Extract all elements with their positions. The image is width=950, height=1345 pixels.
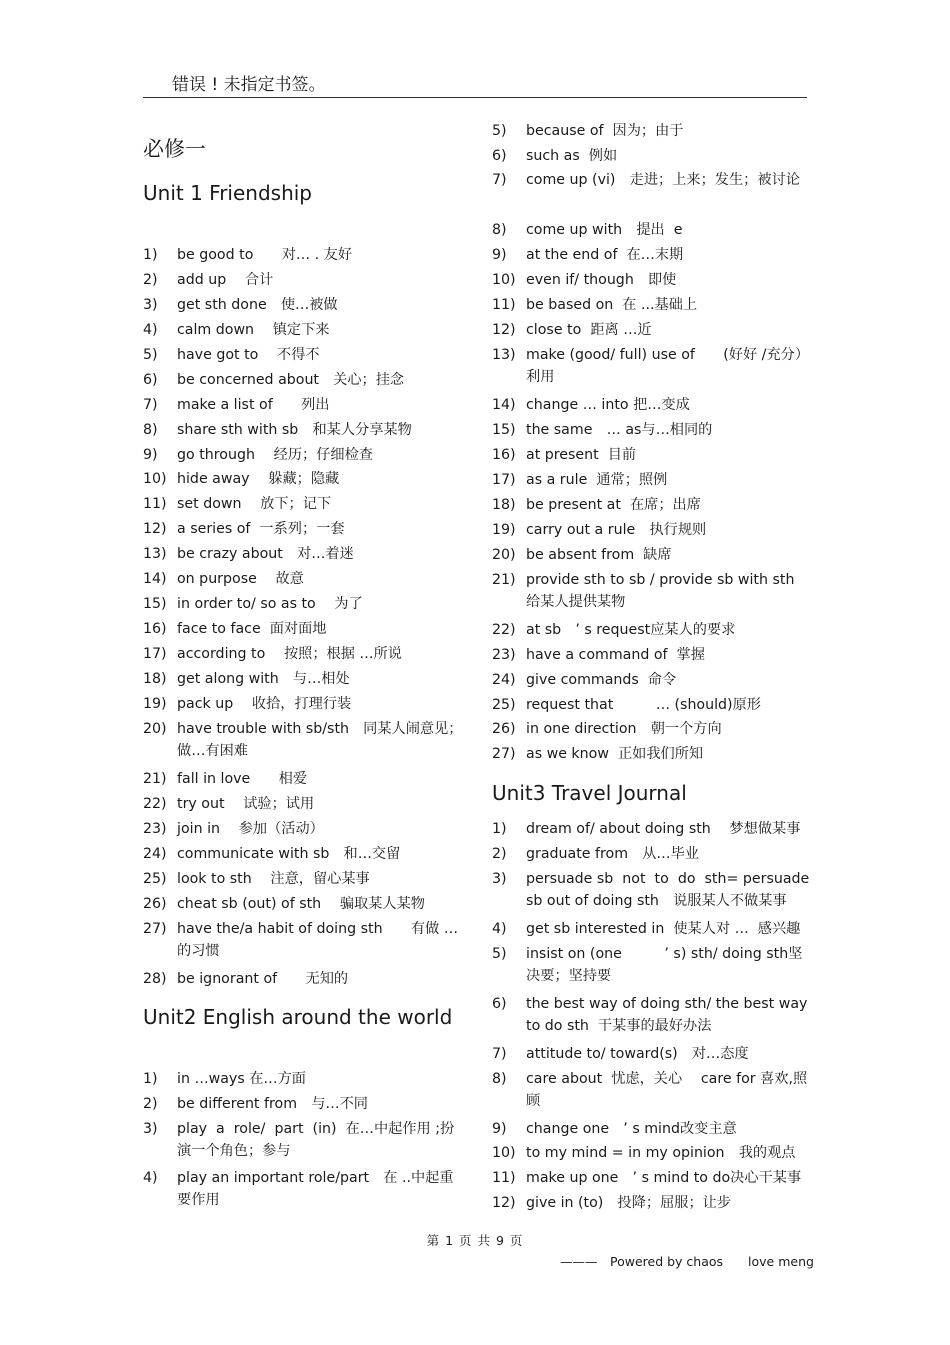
vocab-entry [143, 643, 463, 665]
entry-number: 1) [143, 247, 158, 263]
vocab-entry [143, 319, 463, 341]
entry-number: 26) [143, 896, 167, 912]
entry-text: according to 按照；根据 …所说 [177, 646, 402, 662]
vocab-entry [492, 569, 818, 613]
entry-number: 24) [143, 846, 167, 862]
vocab-entry [492, 419, 812, 441]
vocab-entry [143, 693, 463, 715]
footer-credit: ——— Powered by chaos love meng [560, 1254, 814, 1269]
entry-number: 2) [143, 272, 158, 288]
vocab-entry [492, 1167, 812, 1189]
entry-number: 13) [143, 546, 167, 562]
vocab-entry [492, 394, 812, 416]
entry-text: in order to/ so as to 为了 [177, 596, 363, 612]
vocab-entry [143, 893, 463, 915]
vocab-entry [492, 818, 812, 840]
entry-text: be concerned about 关心；挂念 [177, 372, 405, 388]
entry-number: 10) [143, 471, 167, 487]
entry-text: make (good/ full) use of (好好 /充分）利用 [526, 347, 810, 385]
entry-number: 14) [143, 571, 167, 587]
entry-text: make up one ’ s mind to do决心干某事 [526, 1170, 802, 1186]
entry-text: persuade sb not to do sth= persuade sb out of doing sth 说服某人不做某事 [526, 871, 814, 909]
entry-number: 25) [492, 697, 516, 713]
entry-number: 5) [143, 347, 158, 363]
entry-number: 10) [492, 1145, 516, 1161]
entry-text: to my mind = in my opinion 我的观点 [526, 1145, 796, 1161]
vocab-entry [492, 718, 812, 740]
entry-text: insist on (one ’ s) sth/ doing sth坚决要；坚持要 [526, 946, 803, 984]
entry-text: face to face 面对面地 [177, 621, 327, 637]
entry-number: 10) [492, 272, 516, 288]
vocab-entry [143, 818, 463, 840]
entry-number: 25) [143, 871, 167, 887]
entry-text: be ignorant of 无知的 [177, 971, 349, 987]
entry-text: even if/ though 即使 [526, 272, 677, 288]
entry-text: be based on 在 ...基础上 [526, 297, 698, 313]
entry-text: have got to 不得不 [177, 347, 320, 363]
page-number: 第 1 页 共 9 页 [426, 1233, 524, 1248]
vocab-entry [492, 843, 812, 865]
entry-number: 3) [143, 297, 158, 313]
vocab-entry [143, 468, 463, 490]
vocab-entry [143, 568, 463, 590]
vocab-entry [492, 344, 812, 388]
vocab-entry [492, 694, 812, 716]
entry-number: 20) [492, 547, 516, 563]
entry-number: 1) [492, 821, 507, 837]
entry-text: go through 经历；仔细检查 [177, 447, 373, 463]
vocab-entry [492, 868, 812, 912]
entry-text: at sb ’ s request应某人的要求 [526, 622, 736, 638]
entry-text: add up 合计 [177, 272, 274, 288]
vocab-entry [492, 544, 812, 566]
entry-text: calm down 镇定下来 [177, 322, 330, 338]
vocab-entry [492, 269, 812, 291]
entry-number: 12) [492, 1195, 516, 1211]
entry-number: 16) [143, 621, 167, 637]
entry-text: have a command of 掌握 [526, 647, 705, 663]
entry-number: 18) [492, 497, 516, 513]
entry-number: 16) [492, 447, 516, 463]
entry-text: fall in love 相爱 [177, 771, 308, 787]
vocab-entry [492, 993, 812, 1037]
vocab-entry [492, 294, 812, 316]
vocab-entry [143, 444, 463, 466]
page-header-title: 错误 ! 未指定书签。 [172, 75, 326, 95]
entry-number: 3) [143, 1121, 158, 1137]
entry-number: 6) [492, 148, 507, 164]
entry-number: 5) [492, 123, 507, 139]
entry-number: 15) [492, 422, 516, 438]
entry-number: 17) [492, 472, 516, 488]
entry-text: be good to 对… . 友好 [177, 247, 353, 263]
entry-text: come up (vi) 走进；上来；发生；被讨论 [526, 172, 800, 188]
entry-number: 11) [143, 496, 167, 512]
entry-number: 22) [492, 622, 516, 638]
vocab-entry [143, 244, 463, 266]
entry-number: 9) [492, 247, 507, 263]
entry-number: 21) [492, 572, 516, 588]
entry-text: be absent from 缺席 [526, 547, 672, 563]
entry-text: change … into 把…变成 [526, 397, 690, 413]
entry-text: be crazy about 对…着迷 [177, 546, 354, 562]
vocab-entry [143, 1093, 463, 1115]
entry-number: 27) [492, 746, 516, 762]
unit3-title: Unit3 Travel Journal [492, 781, 687, 805]
entry-number: 13) [492, 347, 516, 363]
vocab-entry [143, 518, 463, 540]
entry-number: 11) [492, 1170, 516, 1186]
entry-text: change one ’ s mind改变主意 [526, 1121, 737, 1137]
entry-text: dream of/ about doing sth 梦想做某事 [526, 821, 801, 837]
entry-text: be present at 在席；出席 [526, 497, 701, 513]
entry-text: close to 距离 …近 [526, 322, 652, 338]
vocab-entry [143, 918, 463, 962]
vocab-entry [492, 519, 812, 541]
entry-text: cheat sb (out) of sth 骗取某人某物 [177, 896, 425, 912]
vocab-entry [143, 793, 463, 815]
entry-number: 2) [143, 1096, 158, 1112]
vocab-entry [143, 718, 463, 762]
entry-text: at the end of 在…末期 [526, 247, 684, 263]
entry-number: 9) [143, 447, 158, 463]
entry-number: 9) [492, 1121, 507, 1137]
vocab-entry [143, 768, 463, 790]
entry-number: 23) [492, 647, 516, 663]
vocab-entry [492, 918, 812, 940]
entry-text: the same … as与…相同的 [526, 422, 713, 438]
entry-text: provide sth to sb / provide sb with sth 给某人提供某物 [526, 572, 818, 610]
vocab-entry [492, 743, 812, 765]
vocab-entry [143, 668, 463, 690]
entry-number: 7) [492, 172, 507, 188]
entry-number: 28) [143, 971, 167, 987]
vocab-entry [492, 120, 812, 142]
entry-number: 24) [492, 672, 516, 688]
vocab-entry [143, 1167, 463, 1211]
vocab-entry [492, 494, 812, 516]
vocab-entry [492, 145, 812, 167]
vocab-entry [143, 1118, 463, 1162]
vocab-entry [492, 1192, 812, 1214]
unit2-title: Unit2 English around the world [143, 1005, 453, 1029]
entry-text: make a list of 列出 [177, 397, 330, 413]
entry-number: 14) [492, 397, 516, 413]
entry-number: 19) [492, 522, 516, 538]
entry-number: 8) [492, 222, 507, 238]
entry-text: be different from 与…不同 [177, 1096, 368, 1112]
entry-number: 5) [492, 946, 507, 962]
volume-title: 必修一 [143, 137, 206, 161]
entry-number: 27) [143, 921, 167, 937]
entry-number: 2) [492, 846, 507, 862]
entry-number: 23) [143, 821, 167, 837]
entry-number: 4) [492, 921, 507, 937]
vocab-entry [492, 943, 812, 987]
entry-text: look to sth 注意，留心某事 [177, 871, 370, 887]
entry-text: graduate from 从…毕业 [526, 846, 699, 862]
entry-number: 15) [143, 596, 167, 612]
entry-text: in …ways 在…方面 [177, 1071, 306, 1087]
entry-text: in one direction 朝一个方向 [526, 721, 722, 737]
entry-text: have trouble with sb/sth 同某人闹意见；做…有困难 [177, 721, 463, 759]
entry-text: try out 试验；试用 [177, 796, 315, 812]
entry-text: get sth done 使…被做 [177, 297, 338, 313]
entry-number: 18) [143, 671, 167, 687]
entry-number: 21) [143, 771, 167, 787]
vocab-entry [492, 444, 812, 466]
entry-number: 8) [143, 422, 158, 438]
vocab-entry [492, 619, 812, 641]
entry-text: a series of 一系列；一套 [177, 521, 345, 537]
entry-number: 4) [143, 1170, 158, 1186]
entry-text: get along with 与…相处 [177, 671, 350, 687]
entry-text: request that … (should)原形 [526, 697, 761, 713]
vocab-entry [492, 1043, 812, 1065]
vocab-entry [492, 219, 812, 241]
vocab-entry [143, 419, 463, 441]
vocab-entry [143, 618, 463, 640]
entry-number: 3) [492, 871, 507, 887]
entry-number: 26) [492, 721, 516, 737]
entry-text: come up with 提出 e [526, 222, 683, 238]
header-rule [143, 97, 807, 98]
entry-number: 11) [492, 297, 516, 313]
vocab-entry [143, 543, 463, 565]
entry-text: hide away 躲藏；隐藏 [177, 471, 340, 487]
vocab-entry [143, 294, 463, 316]
entry-text: carry out a rule 执行规则 [526, 522, 707, 538]
vocab-entry [143, 868, 463, 890]
vocab-entry [492, 244, 812, 266]
vocab-entry [492, 669, 812, 691]
entry-number: 22) [143, 796, 167, 812]
entry-number: 20) [143, 721, 167, 737]
entry-text: attitude to/ toward(s) 对…态度 [526, 1046, 749, 1062]
vocab-entry [143, 269, 463, 291]
entry-text: on purpose 故意 [177, 571, 304, 587]
entry-number: 12) [143, 521, 167, 537]
vocab-entry [492, 1142, 812, 1164]
entry-text: give commands 命令 [526, 672, 677, 688]
entry-text: such as 例如 [526, 148, 618, 164]
entry-text: the best way of doing sth/ the best way to do sth 干某事的最好办法 [526, 996, 812, 1034]
vocab-entry [143, 843, 463, 865]
entry-text: get sb interested in 使某人对 … 感兴趣 [526, 921, 801, 937]
entry-text: pack up 收拾，打理行装 [177, 696, 352, 712]
entry-text: set down 放下；记下 [177, 496, 332, 512]
entry-text: have the/a habit of doing sth 有做 …的习惯 [177, 921, 459, 959]
entry-text: as a rule 通常；照例 [526, 472, 668, 488]
entry-text: join in 参加（活动） [177, 821, 324, 837]
entry-text: play an important role/part 在 ..中起重要作用 [177, 1170, 454, 1208]
entry-number: 1) [143, 1071, 158, 1087]
entry-number: 7) [492, 1046, 507, 1062]
entry-number: 12) [492, 322, 516, 338]
vocab-entry [143, 493, 463, 515]
vocab-entry [492, 469, 812, 491]
entry-text: play a role/ part (in) 在…中起作用 ;扮演一个角色；参与 [177, 1121, 455, 1159]
vocab-entry [492, 319, 812, 341]
entry-number: 7) [143, 397, 158, 413]
entry-number: 4) [143, 322, 158, 338]
vocab-entry [143, 968, 463, 990]
vocab-entry [143, 344, 463, 366]
entry-number: 19) [143, 696, 167, 712]
vocab-entry [492, 1118, 812, 1140]
entry-number: 6) [492, 996, 507, 1012]
entry-text: give in (to) 投降；屈服；让步 [526, 1195, 732, 1211]
entry-number: 8) [492, 1071, 507, 1087]
entry-text: because of 因为；由于 [526, 123, 684, 139]
entry-text: share sth with sb 和某人分享某物 [177, 422, 412, 438]
vocab-entry [492, 644, 812, 666]
vocab-entry [492, 1068, 812, 1112]
vocab-entry [143, 593, 463, 615]
entry-number: 17) [143, 646, 167, 662]
vocab-entry [143, 394, 463, 416]
unit1-title: Unit 1 Friendship [143, 181, 313, 205]
entry-number: 6) [143, 372, 158, 388]
entry-text: communicate with sb 和…交留 [177, 846, 401, 862]
vocab-entry [492, 169, 812, 191]
entry-text: as we know 正如我们所知 [526, 746, 704, 762]
entry-text: care about 忧虑，关心 care for 喜欢,照顾 [526, 1071, 808, 1109]
vocab-entry [143, 369, 463, 391]
entry-text: at present 目前 [526, 447, 637, 463]
vocab-entry [143, 1068, 463, 1090]
